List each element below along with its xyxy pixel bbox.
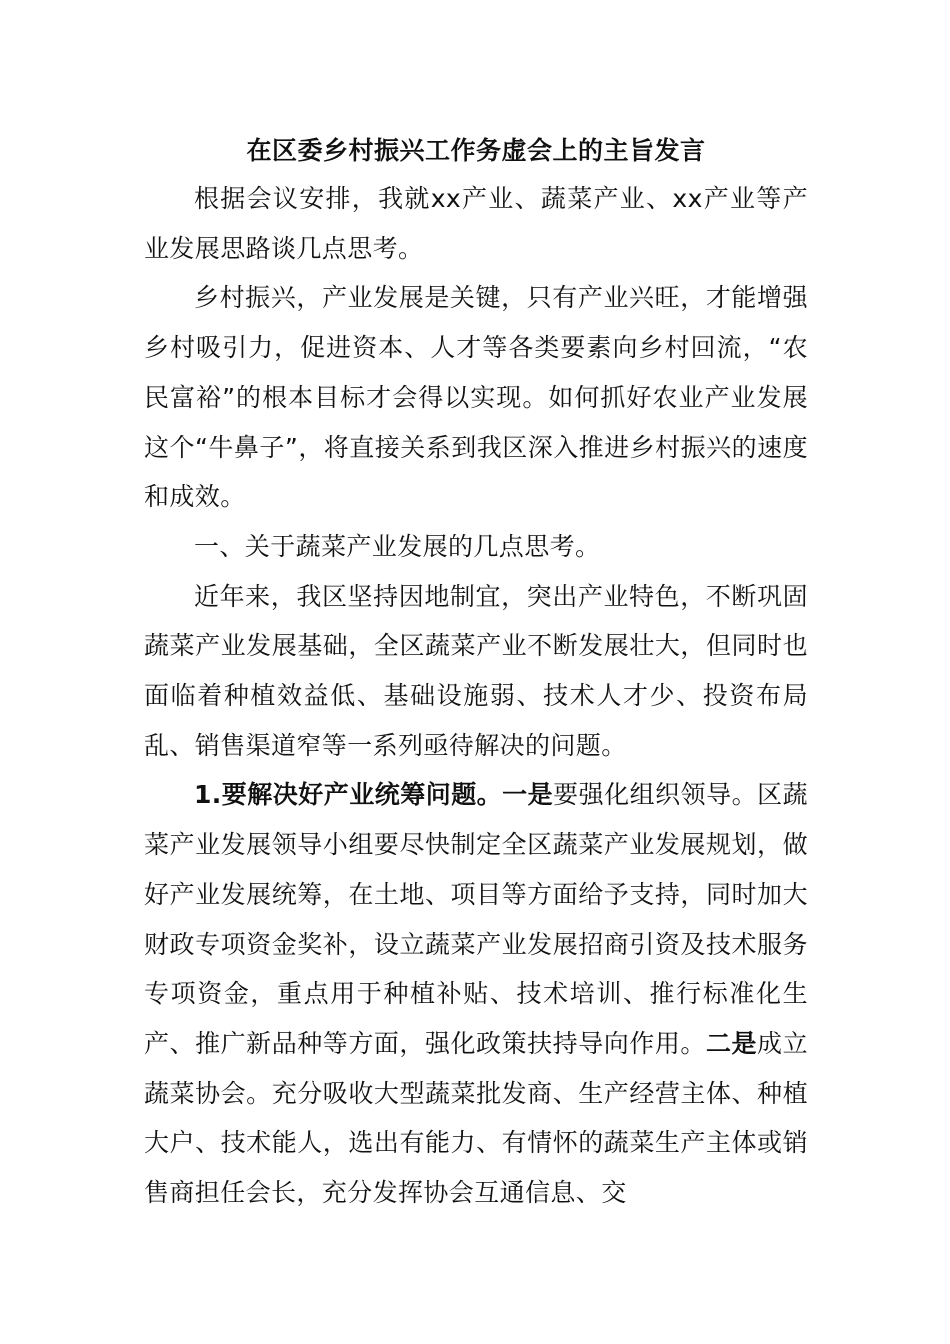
document-page xyxy=(144,128,808,1218)
section-heading-vegetable-industry: 一、关于蔬菜产业发展的几点思考。 xyxy=(194,531,601,561)
paragraph-text-b: 成立蔬菜协会。充分吸收大型蔬菜批发商、生产经营主体、种植大户、技术能人，选出有能力、有情怀的蔬菜生产主体或销售商担任会长，充分发挥协会互通信息、交 xyxy=(144,1028,808,1208)
paragraph-industry-coordination xyxy=(144,770,808,1217)
paragraph-intro: 根据会议安排，我就xx产业、蔬菜产业、xx产业等产业发展思路谈几点思考。 xyxy=(144,184,808,263)
paragraph-text-a: 要强化组织领导。区蔬菜产业发展领导小组要尽快制定全区蔬菜产业发展规划，做好产业发展统筹，在土地、项目等方面给予支持，同时加大财政专项资金奖补，设立蔬菜产业发展招商引资及技术服务专项资金，重点用于种植补贴、技术培训、推行标准化生产、推广新品种等方面，强化政策扶持导向作用。 xyxy=(144,780,808,1058)
bold-lead-text: 1.要解决好产业统筹问题。一是 xyxy=(194,780,554,810)
bold-second-text: 二是 xyxy=(705,1028,758,1058)
paragraph-vegetable-status: 近年来，我区坚持因地制宜，突出产业特色，不断巩固蔬菜产业发展基础，全区蔬菜产业不断发展壮大，但同时也面临着种植效益低、基础设施弱、技术人才少、投资布局乱、销售渠道窄等一系列亟待解决的问题。 xyxy=(144,581,808,760)
paragraph-rural-revitalization: 乡村振兴，产业发展是关键，只有产业兴旺，才能增强乡村吸引力，促进资本、人才等各类要素向乡村回流，“农民富裕”的根本目标才会得以实现。如何抓好农业产业发展这个“牛鼻子”，将直接关系到我区深入推进乡村振兴的速度和成效。 xyxy=(144,283,808,512)
document-title: 在区委乡村振兴工作务虚会上的主旨发言 xyxy=(246,136,706,165)
